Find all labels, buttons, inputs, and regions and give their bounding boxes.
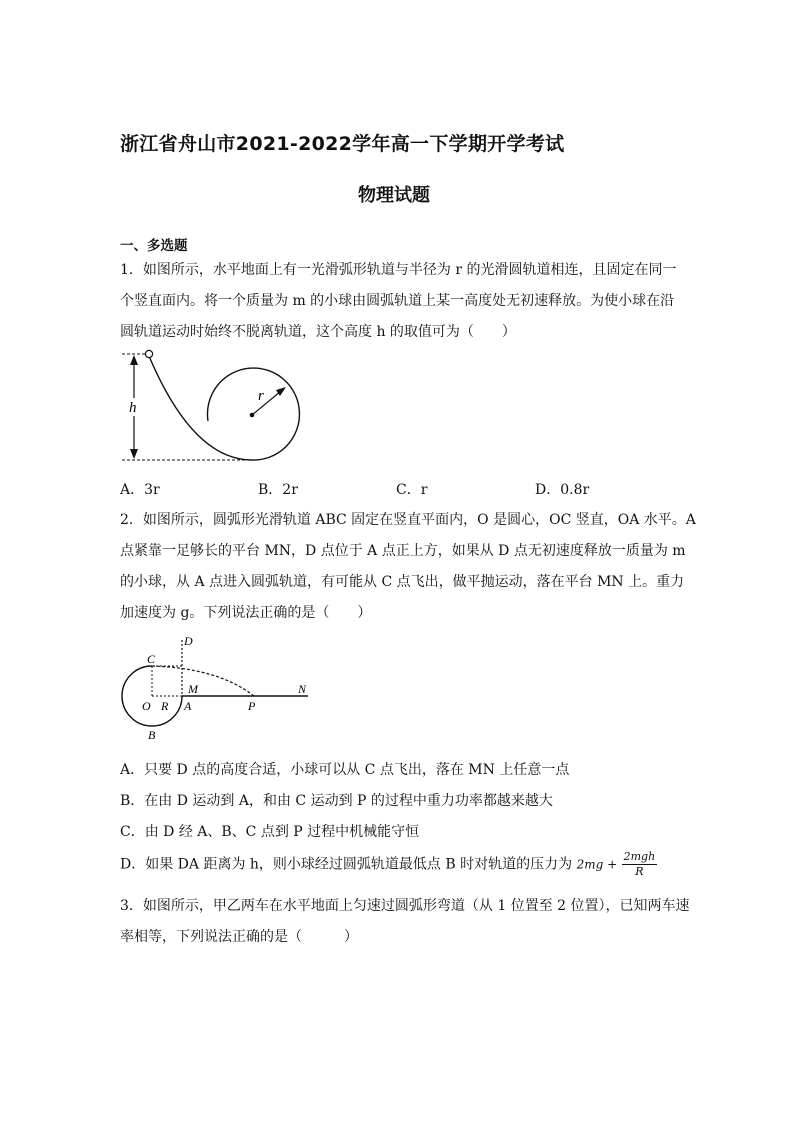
page-title: 浙江省舟山市2021-2022学年高一下学期开学考试 — [120, 133, 565, 155]
q1-option-c[interactable]: C．r — [396, 482, 428, 498]
q2-fraction-numerator: 2mgh — [623, 850, 656, 863]
q2-text-line: 的小球，从 A 点进入圆弧轨道，有可能从 C 点飞出，做平抛运动，落在平台 MN 上。重力 — [120, 574, 685, 590]
q2-option-c[interactable]: C．由 D 经 A、B、C 点到 P 过程中机械能守恒 — [120, 824, 420, 840]
q2-label-m: M — [188, 682, 198, 696]
q3-text-line: 3．如图所示，甲乙两车在水平地面上匀速过圆弧形弯道（从 1 位置至 2 位置），已知两车速 — [120, 898, 690, 914]
q2-option-d-expr: 2mg + — [576, 857, 618, 872]
q1-arrow-head-up — [130, 355, 138, 365]
q2-label-b: B — [148, 728, 156, 742]
q1-option-a[interactable]: A．3r — [120, 482, 160, 498]
q2-option-b[interactable]: B．在由 D 运动到 A，和由 C 运动到 P 的过程中重力功率都越来越大 — [120, 793, 553, 809]
q1-text-line: 圆轨道运动时始终不脱离轨道，这个高度 h 的取值可为（ ） — [120, 324, 516, 340]
q3-text-line: 率相等，下列说法正确的是（ ） — [120, 929, 358, 945]
q2-label-p: P — [248, 699, 256, 713]
q2-text-line: 2．如图所示，圆弧形光滑轨道 ABC 固定在竖直平面内，O 是圆心，OC 竖直，OA 水平。A — [120, 512, 696, 528]
q2-fraction-denominator: R — [635, 865, 644, 878]
q2-option-d[interactable] — [120, 850, 657, 879]
q1-arrow-head-down — [130, 449, 138, 459]
q2-label-o: O — [142, 699, 151, 713]
q2-text-line: 点紧靠一足够长的平台 MN，D 点位于 A 点正上方，如果从 D 点无初速度释放一质量为 m — [120, 543, 686, 559]
q1-option-b[interactable]: B．2r — [258, 482, 298, 498]
page-subtitle: 物理试题 — [358, 185, 430, 206]
q2-option-d-text: D．如果 DA 距离为 h，则小球经过圆弧轨道最低点 B 时对轨道的压力为 — [120, 856, 573, 873]
q1-radius-line — [252, 391, 281, 415]
q1-figure — [118, 346, 318, 468]
q1-option-d[interactable]: D．0.8r — [535, 482, 590, 498]
q1-text-line: 个竖直面内。将一个质量为 m 的小球由圆弧轨道上某一高度处无初速释放。为使小球在沿 — [120, 293, 675, 309]
q1-ball — [145, 350, 152, 357]
q2-option-a[interactable]: A．只要 D 点的高度合适，小球可以从 C 点飞出，落在 MN 上任意一点 — [120, 762, 570, 778]
q2-label-a: A — [184, 699, 192, 713]
q1-label-r: r — [258, 388, 264, 404]
q2-figure — [118, 632, 318, 744]
q2-text-line: 加速度为 g。下列说法正确的是（ ） — [120, 605, 372, 621]
section-heading: 一、多选题 — [120, 238, 188, 254]
q2-label-n: N — [298, 682, 307, 696]
q2-label-r: R — [161, 699, 169, 713]
q2-projectile-path — [152, 666, 254, 696]
q1-text-line: 1．如图所示，水平地面上有一光滑弧形轨道与半径为 r 的光滑圆轨道相连，且固定在同一 — [120, 262, 677, 278]
q2-option-d-fraction — [622, 850, 658, 879]
q2-label-d: D — [184, 634, 193, 648]
q2-label-c: C — [147, 652, 156, 666]
q1-label-h: h — [129, 400, 137, 416]
